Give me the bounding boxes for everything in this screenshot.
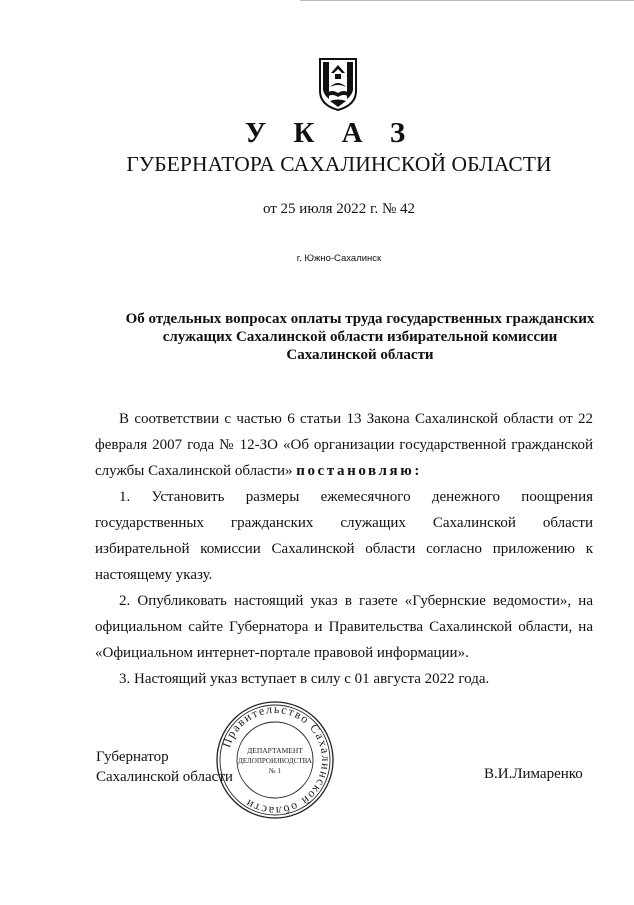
document-city: г. Южно-Сахалинск [296, 253, 382, 264]
resolve-word: постановляю: [296, 463, 422, 479]
preamble-paragraph [95, 406, 593, 484]
document-date-number: от 25 июля 2022 г. № 42 [262, 201, 416, 217]
seal-ring-text: Правительство Сахалинской области [218, 701, 334, 819]
document-title-line: служащих Сахалинской области избирательной комиссии [162, 329, 558, 345]
document-title-line: Сахалинской области [286, 347, 434, 363]
official-seal-icon [214, 700, 336, 820]
preamble-text: В соответствии с частью 6 статьи 13 Закона Сахалинской области от 22 февраля 2007 года № 12-ЗО «Об организации государственной гражданской службы Сахалинской области» [95, 411, 593, 479]
seal-inner-line: ДЕЛОПРОИЗВОДСТВА [238, 757, 312, 765]
item-paragraph-2: 2. Опубликовать настоящий указ в газете «Губернские ведомости», на официальном сайте Губернатора и Правительства Сахалинской области, на «Официальном интернет-портале правовой информации». [95, 593, 593, 661]
signatory-position-line: Губернатор [96, 749, 169, 765]
document-type-heading: У К А З [244, 117, 416, 149]
coat-of-arms-icon [318, 57, 358, 111]
issuer-heading: ГУБЕРНАТОРА САХАЛИНСКОЙ ОБЛАСТИ [126, 152, 552, 176]
top-edge-line [300, 0, 634, 1]
item-paragraph-1: 1. Установить размеры ежемесячного денежного поощрения государственных гражданских служащих Сахалинской области избирательной комиссии Сахалинской области согласно приложению к настоящему указу. [95, 489, 593, 583]
signatory-name: В.И.Лимаренко [484, 766, 583, 782]
document-body [95, 406, 593, 692]
seal-inner-line: № 1 [269, 767, 281, 775]
signatory-position-line: Сахалинской области [96, 769, 233, 785]
seal-inner-line: ДЕПАРТАМЕНТ [247, 746, 303, 755]
signatory-position [96, 747, 233, 787]
document-title [110, 310, 610, 364]
document-title-line: Об отдельных вопросах оплаты труда государственных гражданских [125, 311, 595, 327]
item-paragraph-3: 3. Настоящий указ вступает в силу с 01 августа 2022 года. [119, 671, 490, 687]
